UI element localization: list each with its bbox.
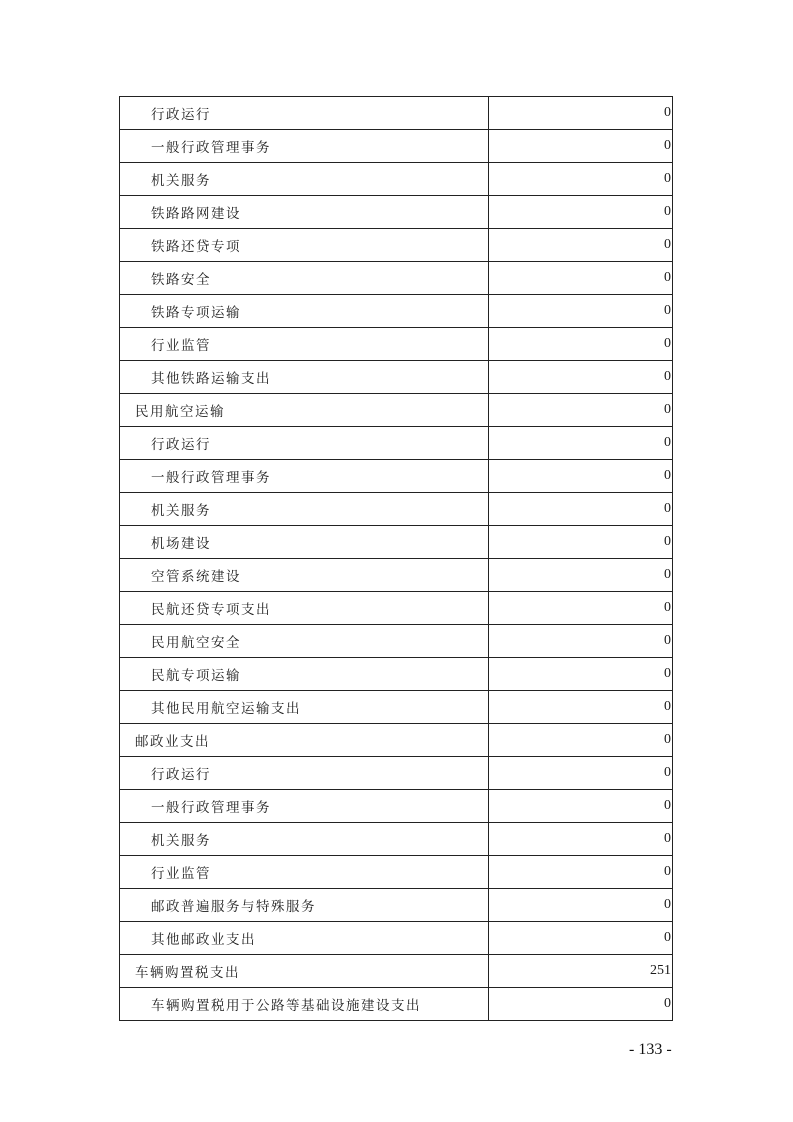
- table-row: [120, 757, 673, 790]
- table-row: [120, 559, 673, 592]
- table-row: [120, 460, 673, 493]
- item-name-cell: 机关服务: [120, 493, 489, 526]
- table-row: [120, 493, 673, 526]
- table-row: [120, 922, 673, 955]
- amount-cell: 0: [489, 328, 673, 361]
- amount-cell: 0: [489, 790, 673, 823]
- item-name-cell: 民航专项运输: [120, 658, 489, 691]
- table-row: [120, 229, 673, 262]
- table-row: [120, 889, 673, 922]
- item-name-cell: 一般行政管理事务: [120, 460, 489, 493]
- amount-cell: 0: [489, 757, 673, 790]
- amount-cell: 0: [489, 691, 673, 724]
- amount-cell: 0: [489, 295, 673, 328]
- item-name-cell: 民航还贷专项支出: [120, 592, 489, 625]
- item-name-cell: 铁路路网建设: [120, 196, 489, 229]
- table-row: [120, 856, 673, 889]
- item-name-cell: 其他民用航空运输支出: [120, 691, 489, 724]
- item-name-cell: 机关服务: [120, 163, 489, 196]
- table-row: [120, 526, 673, 559]
- amount-cell: 0: [489, 724, 673, 757]
- amount-cell: 0: [489, 625, 673, 658]
- table-row: [120, 691, 673, 724]
- amount-cell: 251: [489, 955, 673, 988]
- item-name-cell: 一般行政管理事务: [120, 130, 489, 163]
- item-name-cell: 铁路还贷专项: [120, 229, 489, 262]
- page-number: - 133 -: [629, 1041, 672, 1058]
- amount-cell: 0: [489, 988, 673, 1021]
- amount-cell: 0: [489, 889, 673, 922]
- item-name-cell: 行业监管: [120, 328, 489, 361]
- table-row: [120, 823, 673, 856]
- amount-cell: 0: [489, 163, 673, 196]
- item-name-cell: 一般行政管理事务: [120, 790, 489, 823]
- amount-cell: 0: [489, 922, 673, 955]
- amount-cell: 0: [489, 823, 673, 856]
- table-row: [120, 97, 673, 130]
- item-name-cell: 机场建设: [120, 526, 489, 559]
- table-row: [120, 955, 673, 988]
- amount-cell: 0: [489, 592, 673, 625]
- item-name-cell: 铁路安全: [120, 262, 489, 295]
- table-row: [120, 592, 673, 625]
- item-name-cell: 车辆购置税支出: [120, 955, 489, 988]
- table-row: [120, 295, 673, 328]
- table-row: [120, 427, 673, 460]
- table-row: [120, 262, 673, 295]
- amount-cell: 0: [489, 856, 673, 889]
- table-row: [120, 724, 673, 757]
- table-row: [120, 394, 673, 427]
- item-name-cell: 行业监管: [120, 856, 489, 889]
- item-name-cell: 邮政普遍服务与特殊服务: [120, 889, 489, 922]
- amount-cell: 0: [489, 361, 673, 394]
- amount-cell: 0: [489, 394, 673, 427]
- table-row: [120, 328, 673, 361]
- item-name-cell: 铁路专项运输: [120, 295, 489, 328]
- item-name-cell: 民用航空安全: [120, 625, 489, 658]
- amount-cell: 0: [489, 97, 673, 130]
- table-row: [120, 790, 673, 823]
- item-name-cell: 行政运行: [120, 427, 489, 460]
- table-row: [120, 163, 673, 196]
- table-row: [120, 130, 673, 163]
- table-row: [120, 625, 673, 658]
- amount-cell: 0: [489, 196, 673, 229]
- amount-cell: 0: [489, 493, 673, 526]
- table-row: [120, 988, 673, 1021]
- item-name-cell: 行政运行: [120, 757, 489, 790]
- amount-cell: 0: [489, 460, 673, 493]
- item-name-cell: 其他邮政业支出: [120, 922, 489, 955]
- item-name-cell: 邮政业支出: [120, 724, 489, 757]
- amount-cell: 0: [489, 262, 673, 295]
- table-row: [120, 658, 673, 691]
- item-name-cell: 机关服务: [120, 823, 489, 856]
- table-row: [120, 196, 673, 229]
- amount-cell: 0: [489, 658, 673, 691]
- amount-cell: 0: [489, 427, 673, 460]
- item-name-cell: 车辆购置税用于公路等基础设施建设支出: [120, 988, 489, 1021]
- budget-table: [119, 96, 673, 1021]
- item-name-cell: 其他铁路运输支出: [120, 361, 489, 394]
- item-name-cell: 行政运行: [120, 97, 489, 130]
- item-name-cell: 空管系统建设: [120, 559, 489, 592]
- table-body: [120, 97, 673, 1021]
- amount-cell: 0: [489, 526, 673, 559]
- amount-cell: 0: [489, 130, 673, 163]
- amount-cell: 0: [489, 229, 673, 262]
- amount-cell: 0: [489, 559, 673, 592]
- item-name-cell: 民用航空运输: [120, 394, 489, 427]
- table-row: [120, 361, 673, 394]
